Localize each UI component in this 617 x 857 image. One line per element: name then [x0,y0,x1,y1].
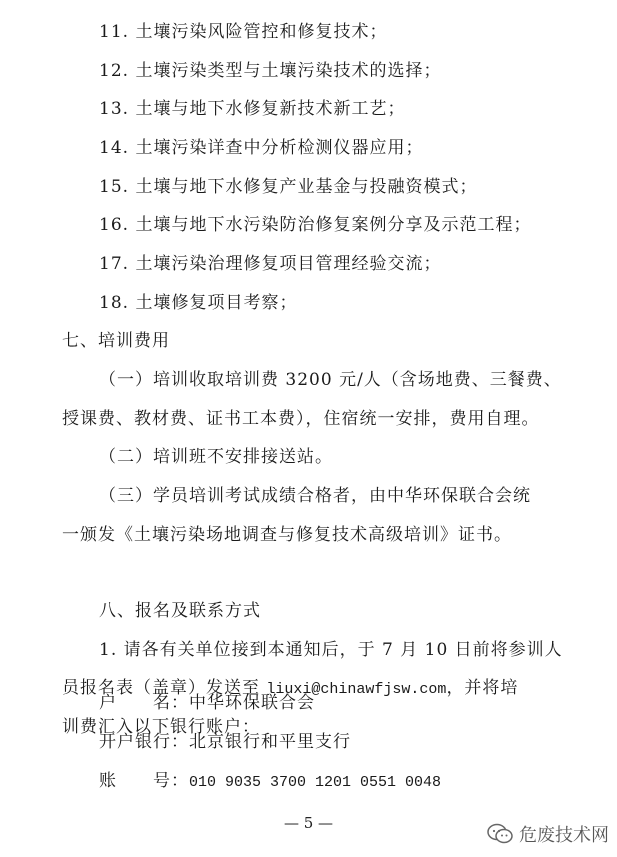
registration-line-2-suffix: ，并将培 [446,678,519,698]
contact-email[interactable]: liuxi@chinawfjsw.com [266,681,447,698]
list-item: 18. 土壤修复项目考察； [99,293,298,313]
list-item: 11. 土壤污染风险管控和修复技术； [99,22,388,42]
fee-paragraph-3-line-2: 一颁发《土壤污染场地调查与修复技术高级培训》证书。 [62,525,512,545]
page-number: — 5 — [283,814,334,832]
list-item: 15. 土壤与地下水修复产业基金与投融资模式； [99,177,478,197]
registration-line-3: 训费汇入以下银行账户： [62,717,260,737]
fee-paragraph-2: （二）培训班不安排接送站。 [99,447,333,467]
fee-paragraph-3-line-1: （三）学员培训考试成绩合格者，由中华环保联合会统 [99,486,531,506]
list-item: 16. 土壤与地下水污染防治修复案例分享及示范工程； [99,215,532,235]
watermark-text: 危废技术网 [519,825,609,846]
bank-account-row [99,770,441,794]
list-item: 13. 土壤与地下水修复新技术新工艺； [99,99,406,119]
section-heading-fees: 七、培训费用 [62,331,170,351]
wechat-icon [487,823,513,845]
fee-paragraph-1-line-2: 授课费、教材费、证书工本费），住宿统一安排，费用自理。 [62,409,540,429]
list-item: 12. 土壤污染类型与土壤污染技术的选择； [99,61,442,81]
bank-branch-label: 开户银行： [99,732,189,752]
registration-line-2-prefix: 员报名表（盖章）发送至 [62,678,267,698]
account-holder-label: 户 名： [99,693,189,713]
bank-branch-value: 北京银行和平里支行 [189,732,351,752]
account-number-value: 010 9035 3700 1201 0551 0048 [189,774,442,791]
bank-payee-row [99,692,315,714]
account-number-label: 账 号： [99,771,189,791]
list-item: 14. 土壤污染详查中分析检测仪器应用； [99,138,424,158]
fee-paragraph-1-line-1: （一）培训收取培训费 3200 元/人（含场地费、三餐费、 [99,370,562,390]
watermark [487,821,609,847]
bank-branch-row [99,731,351,753]
section-heading-registration: 八、报名及联系方式 [99,601,261,621]
account-holder-value: 中华环保联合会 [189,693,315,713]
registration-line-1: 1. 请各有关单位接到本通知后，于 7 月 10 日前将参训人 [99,640,563,660]
list-item: 17. 土壤污染治理修复项目管理经验交流； [99,254,442,274]
